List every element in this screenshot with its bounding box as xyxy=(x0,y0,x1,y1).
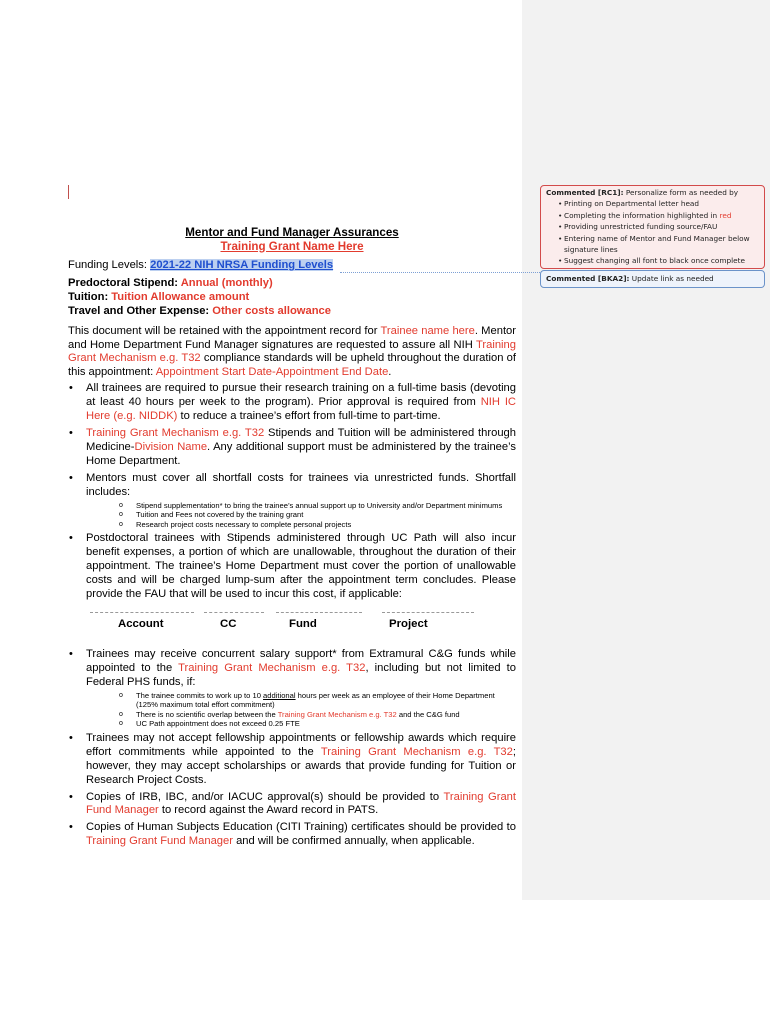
comment-author: Commented [BKA2]: xyxy=(546,274,630,283)
comment-bka2[interactable] xyxy=(540,270,765,288)
travel-value: Other costs allowance xyxy=(212,304,332,317)
division-name-field: Division Name xyxy=(134,440,208,453)
item-text: ; however, they may accept scholarships or awards that provide funding for Tuition or Research Project Costs. xyxy=(86,745,516,786)
funding-levels xyxy=(68,259,516,273)
shortfall-sublist xyxy=(86,501,516,530)
sub-list-item xyxy=(86,710,516,720)
tuition-line xyxy=(68,291,516,305)
fund-manager-field: Training Grant Fund Manager xyxy=(86,790,516,817)
item-text: There is no scientific overlap between the xyxy=(136,709,278,719)
list-item xyxy=(68,532,516,642)
item-text: and will be confirmed annually, when applicable. xyxy=(232,835,475,848)
mechanism-field: Training Grant Mechanism e.g. T32 xyxy=(86,426,265,439)
item-text: to reduce a trainee’s effort from full-time to part-time. xyxy=(177,410,441,423)
crop-mark xyxy=(68,185,69,199)
comment-list-item: • Providing unrestricted funding source/FAU xyxy=(558,221,759,232)
title-grant-name: Training Grant Name Here xyxy=(220,239,364,253)
item-text: Stipends and Tuition will be administered through Medicine- xyxy=(86,426,516,453)
sub-list-item xyxy=(86,691,516,710)
item-text: . Any additional support must be administered by the trainee’s Home Department. xyxy=(86,440,516,467)
fau-account-label: Account xyxy=(118,617,164,630)
mechanism-field: Training Grant Mechanism e.g. T32 xyxy=(68,338,516,365)
comment-text: Completing the information highlighted in xyxy=(564,210,720,220)
funding-levels-link[interactable]: 2021-22 NIH NRSA Funding Levels xyxy=(150,259,334,271)
list-item xyxy=(68,427,516,469)
travel-label: Travel and Other Expense: xyxy=(68,304,213,317)
fau-project-label: Project xyxy=(389,617,428,630)
mechanism-field: Training Grant Mechanism e.g. T32 xyxy=(320,745,513,758)
list-item xyxy=(68,821,516,849)
comment-text-red: red xyxy=(719,210,732,220)
item-text: The trainee commits to work up to 10 xyxy=(136,690,264,700)
comment-list-item: • Printing on Departmental letter head xyxy=(558,198,759,209)
item-text: , including but not limited to Federal PHS funds, if: xyxy=(86,661,517,688)
tuition-label: Tuition: xyxy=(68,290,112,303)
stipend-label: Predoctoral Stipend: xyxy=(68,276,181,289)
item-text: and the C&G fund xyxy=(396,709,460,719)
document-title xyxy=(68,226,516,253)
comment-text: Personalize form as needed by xyxy=(623,188,739,197)
sub-list-item: o Stipend supplementation* to bring the trainee’s annual support up to University and/or Department minimums xyxy=(86,501,516,511)
item-text: Trainees may not accept fellowship appointments or fellowship awards which require effort commitments while appointed to the xyxy=(86,731,516,758)
funding-label: Funding Levels: xyxy=(68,259,151,271)
item-text: to record against the Award record in PATS. xyxy=(158,804,379,817)
salary-support-sublist xyxy=(86,691,516,729)
comment-author: Commented [RC1]: xyxy=(546,188,624,197)
comment-list-item: • Entering name of Mentor and Fund Manager below signature lines xyxy=(558,233,759,256)
comment-text: Update link as needed xyxy=(629,274,714,283)
list-item xyxy=(68,382,516,424)
fau-fund-label: Fund xyxy=(289,617,317,630)
assurance-list xyxy=(68,382,516,849)
sub-list-item: o UC Path appointment does not exceed 0.25 FTE xyxy=(86,719,516,729)
comment-rc1[interactable] xyxy=(540,185,765,269)
fau-cc-label: CC xyxy=(220,617,237,630)
account-input-line[interactable] xyxy=(90,612,194,613)
list-item xyxy=(68,472,516,530)
comment-list xyxy=(546,198,759,266)
sub-list-item: o Tuition and Fees not covered by the training grant xyxy=(86,510,516,520)
intro-text: This document will be retained with the appointment record for xyxy=(68,324,381,337)
document-body xyxy=(68,226,516,852)
item-text: hours per week as an employee of their Home Department (125% maximum total effort commitment) xyxy=(136,690,495,710)
comment-list-item: • Suggest changing all font to black once complete xyxy=(558,255,759,266)
stipend-value: Annual (monthly) xyxy=(180,276,273,289)
travel-line xyxy=(68,305,516,319)
project-input-line[interactable] xyxy=(382,612,474,613)
nih-ic-field: NIH IC Here (e.g. NIDDK) xyxy=(86,396,517,423)
item-text: All trainees are required to pursue their research training on a full-time basis (devoting at least 40 hours per week to the program). Prior approval is required from xyxy=(86,382,516,409)
intro-text: compliance standards will be upheld throughout the duration of this appointment: xyxy=(68,352,517,379)
mechanism-field: Training Grant Mechanism e.g. T32 xyxy=(178,661,366,674)
comment-header xyxy=(546,187,759,198)
item-text: Postdoctoral trainees with Stipends administered through UC Path will also incur benefit expenses, a portion of which are unallowable, throughout the duration of their appointment. The trainee’s Home Department must cover the portion of unallowable costs and will be charged lump-sum after the appointment term concludes. Please provide the FAU that will be used to incur this cost, if applicable: xyxy=(86,532,516,600)
comment-list-item xyxy=(558,210,759,221)
item-text: Mentors must cover all shortfall costs for trainees via unrestricted funds. Shortfall includes: xyxy=(86,471,516,498)
list-item xyxy=(68,648,516,729)
sub-list-item: o Research project costs necessary to complete personal projects xyxy=(86,520,516,530)
item-text: additional xyxy=(263,690,296,700)
intro-text: . Mentor and Home Department Fund Manager signatures are requested to assure all NIH xyxy=(68,324,516,351)
mechanism-field: Training Grant Mechanism e.g. T32 xyxy=(277,709,397,719)
stipend-line xyxy=(68,277,516,291)
intro-paragraph xyxy=(68,325,516,381)
comments-margin xyxy=(522,0,770,900)
cc-input-line[interactable] xyxy=(204,612,264,613)
trainee-name-field: Trainee name here xyxy=(380,324,475,337)
list-item xyxy=(68,732,516,788)
appointment-dates-field: Appointment Start Date-Appointment End Date xyxy=(155,366,389,379)
fau-entry xyxy=(86,612,516,642)
intro-text: . xyxy=(388,366,392,379)
tuition-value: Tuition Allowance amount xyxy=(111,290,250,303)
item-text: Copies of Human Subjects Education (CITI Training) certificates should be provided to xyxy=(86,821,516,834)
list-item xyxy=(68,791,516,819)
fund-input-line[interactable] xyxy=(276,612,362,613)
item-text: Copies of IRB, IBC, and/or IACUC approval(s) should be provided to xyxy=(86,790,444,803)
fund-manager-field: Training Grant Fund Manager xyxy=(86,835,233,848)
title-line-1: Mentor and Fund Manager Assurances xyxy=(185,226,399,239)
item-text: Trainees may receive concurrent salary support* from Extramural C&G funds while appointed to the xyxy=(86,647,516,674)
